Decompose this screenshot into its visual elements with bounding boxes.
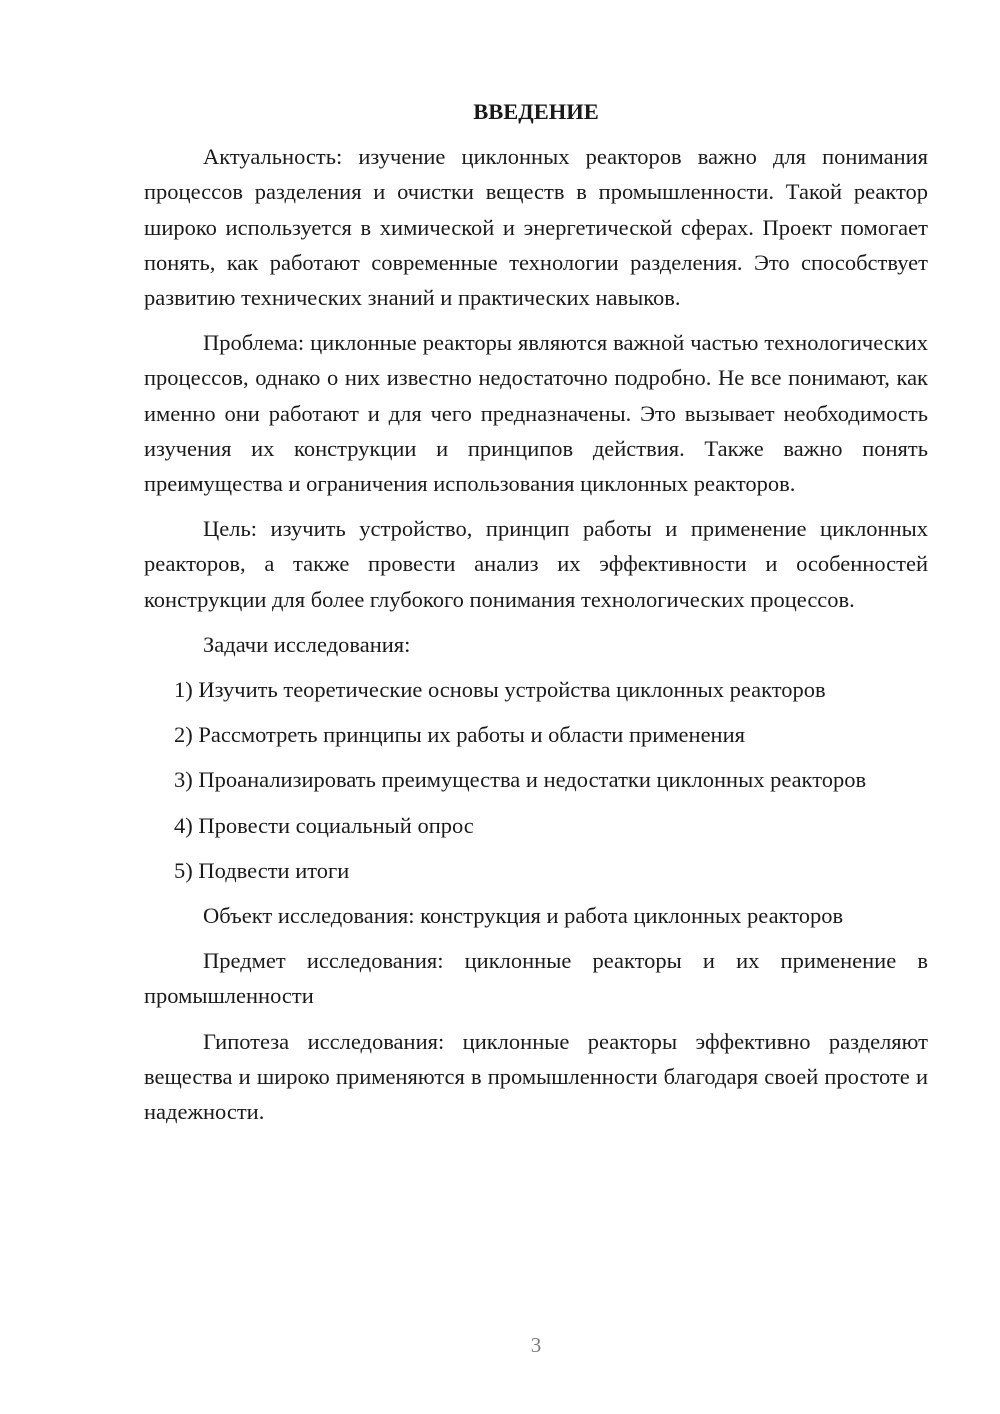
paragraph-hypothesis: Гипотеза исследования: циклонные реакторы эффективно разделяют вещества и широко применяются в промышленности благодаря своей простоте и надежности.: [144, 1028, 928, 1125]
paragraph-object: Объект исследования: конструкция и работа циклонных реакторов: [203, 903, 844, 929]
paragraph-problem: Проблема: циклонные реакторы являются важной частью технологических процессов, однако о них известно недостаточно подробно. Не все понимают, как именно они работают и для чего предназначены. Это вызывает необходимость изучения их конструкции и принципов действия. Также важно понять преимущества и ограничения использования циклонных реакторов.: [144, 330, 928, 497]
paragraph-goal: Цель: изучить устройство, принцип работы и применение циклонных реакторов, а также провести анализ их эффективности и особенностей конструкции для более глубокого понимания технологических процессов.: [144, 516, 928, 612]
page-title: ВВЕДЕНИЕ: [473, 99, 599, 124]
page-content: [144, 94, 928, 1129]
task-item-5: 5) Подвести итоги: [174, 857, 350, 883]
paragraph-relevance: Актуальность: изучение циклонных реакторов важно для понимания процессов разделения и очистки веществ в промышленности. Такой реактор широко используется в химической и энергетической сферах. Проект помогает понять, как работают современные технологии разделения. Это способствует развитию технических знаний и практических навыков.: [144, 144, 928, 311]
page-number: 3: [530, 1333, 542, 1357]
paragraph-subject: Предмет исследования: циклонные реакторы и их применение в промышленности: [144, 948, 928, 1009]
task-item-4: 4) Провести социальный опрос: [174, 812, 474, 838]
task-item-1: 1) Изучить теоретические основы устройства циклонных реакторов: [174, 677, 826, 703]
task-item-3: 3) Проанализировать преимущества и недостатки циклонных реакторов: [174, 767, 867, 793]
task-item-2: 2) Рассмотреть принципы их работы и области применения: [174, 722, 745, 748]
tasks-heading: Задачи исследования:: [203, 631, 411, 657]
